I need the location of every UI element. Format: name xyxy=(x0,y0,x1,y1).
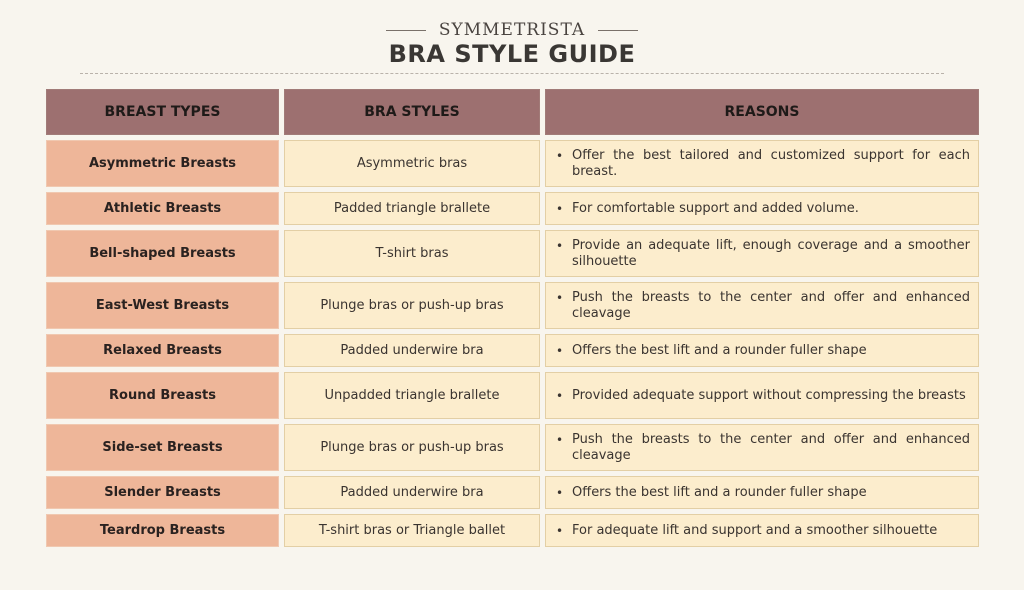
bullet-icon: • xyxy=(556,290,564,305)
table-row xyxy=(46,476,979,509)
bullet-icon: • xyxy=(556,485,564,500)
header-bra-styles: BRA STYLES xyxy=(284,89,540,135)
bra-style-cell: T-shirt bras xyxy=(284,230,540,277)
bullet-icon: • xyxy=(556,343,564,358)
reason-cell xyxy=(545,282,979,329)
title-divider xyxy=(80,73,944,74)
table-row xyxy=(46,140,979,187)
reason-cell xyxy=(545,476,979,509)
breast-type-cell: East-West Breasts xyxy=(46,282,279,329)
breast-type-cell: Teardrop Breasts xyxy=(46,514,279,547)
reason-cell xyxy=(545,334,979,367)
bra-style-cell: Asymmetric bras xyxy=(284,140,540,187)
bullet-icon: • xyxy=(556,148,564,163)
bra-style-cell: Padded triangle brallete xyxy=(284,192,540,225)
table-row xyxy=(46,514,979,547)
reason-cell xyxy=(545,192,979,225)
bullet-icon: • xyxy=(556,238,564,253)
reason-text: For comfortable support and added volume. xyxy=(572,200,859,216)
table-row xyxy=(46,192,979,225)
breast-type-cell: Relaxed Breasts xyxy=(46,334,279,367)
bullet-icon: • xyxy=(556,201,564,216)
reason-cell xyxy=(545,372,979,419)
table-row xyxy=(46,424,979,471)
reason-text: Offers the best lift and a rounder fuller shape xyxy=(572,484,867,500)
brand-logo xyxy=(0,20,1024,40)
reason-cell xyxy=(545,230,979,277)
breast-type-cell: Bell-shaped Breasts xyxy=(46,230,279,277)
breast-type-cell: Athletic Breasts xyxy=(46,192,279,225)
breast-type-cell: Round Breasts xyxy=(46,372,279,419)
bullet-icon: • xyxy=(556,388,564,403)
header-breast-types: BREAST TYPES xyxy=(46,89,279,135)
flourish-right xyxy=(598,30,638,31)
bra-style-cell: Unpadded triangle brallete xyxy=(284,372,540,419)
table-header-row xyxy=(46,89,979,135)
bra-style-cell: Plunge bras or push-up bras xyxy=(284,282,540,329)
reason-cell xyxy=(545,424,979,471)
reason-text: Provided adequate support without compressing the breasts xyxy=(572,387,966,403)
brand-name: SYMMETRISTA xyxy=(438,20,586,40)
reason-cell xyxy=(545,514,979,547)
reason-cell xyxy=(545,140,979,187)
breast-type-cell: Side-set Breasts xyxy=(46,424,279,471)
flourish-left xyxy=(386,30,426,31)
bullet-icon: • xyxy=(556,523,564,538)
bra-style-cell: Padded underwire bra xyxy=(284,334,540,367)
table-row xyxy=(46,282,979,329)
reason-text: Offers the best lift and a rounder fuller shape xyxy=(572,342,867,358)
breast-type-cell: Asymmetric Breasts xyxy=(46,140,279,187)
page-title: BRA STYLE GUIDE xyxy=(388,40,636,68)
table-row xyxy=(46,372,979,419)
breast-type-cell: Slender Breasts xyxy=(46,476,279,509)
table-row xyxy=(46,334,979,367)
reason-text: Push the breasts to the center and offer and enhanced cleavage xyxy=(572,431,970,463)
table-row xyxy=(46,230,979,277)
reason-text: Offer the best tailored and customized support for each breast. xyxy=(572,147,970,179)
bra-style-cell: Plunge bras or push-up bras xyxy=(284,424,540,471)
reason-text: Provide an adequate lift, enough coverage and a smoother silhouette xyxy=(572,237,970,269)
reason-text: Push the breasts to the center and offer and enhanced cleavage xyxy=(572,289,970,321)
style-guide-table xyxy=(46,89,979,552)
header-reasons: REASONS xyxy=(545,89,979,135)
bra-style-cell: T-shirt bras or Triangle ballet xyxy=(284,514,540,547)
reason-text: For adequate lift and support and a smoother silhouette xyxy=(572,522,938,538)
bra-style-cell: Padded underwire bra xyxy=(284,476,540,509)
bullet-icon: • xyxy=(556,432,564,447)
